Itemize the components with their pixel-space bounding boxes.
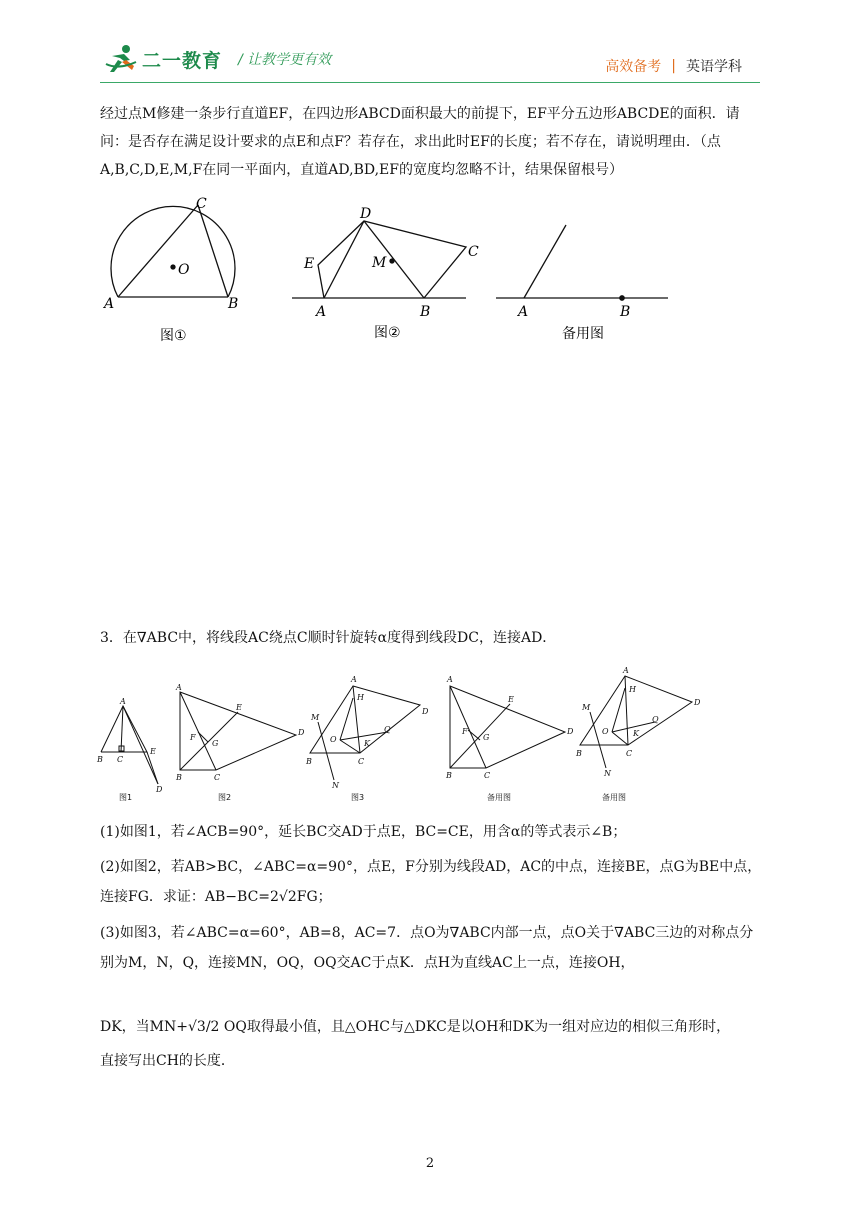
label-O: O	[178, 262, 190, 278]
q3-part-3c: 直接写出CH的长度．	[100, 1053, 235, 1069]
runner-logo-icon	[104, 44, 138, 74]
figure-circle	[111, 205, 235, 297]
q3-label-O: O	[330, 735, 337, 744]
q3-label-B: B	[176, 773, 182, 782]
question-3-figures	[0, 660, 860, 810]
q3-label-Q: Q	[384, 725, 391, 734]
label-B: B	[620, 304, 631, 320]
label-B: B	[228, 296, 239, 312]
problem-2-figures	[0, 190, 860, 350]
q3-label-C: C	[214, 773, 221, 782]
q3-label-K: K	[633, 729, 639, 738]
q3-label-F: F	[190, 733, 196, 742]
label-A: A	[518, 304, 529, 320]
q3-label-N: N	[332, 781, 339, 790]
q3-label-G: G	[483, 733, 490, 742]
q3-label-D: D	[156, 785, 163, 794]
q3-figure-spare-2	[580, 676, 692, 768]
q3-label-G: G	[212, 739, 219, 748]
caption-fig2: 图②	[374, 325, 401, 341]
q3-label-B: B	[446, 771, 452, 780]
q3-label-D: D	[422, 707, 429, 716]
q3-label-D: D	[298, 728, 305, 737]
q3-label-H: H	[357, 693, 364, 702]
q3-label-F: F	[462, 727, 468, 736]
caption-spare: 备用图	[562, 326, 604, 342]
label-M: M	[372, 255, 387, 271]
q3-label-K: K	[364, 739, 370, 748]
q3-part-2: (2)如图2，若AB>BC，∠ABC=α=90°，点E，F分别为线段AD，AC的中点，连接BE，点G为BE中点，连接FG．求证：AB−BC=2√2FG；	[100, 859, 762, 905]
q3-label-B: B	[576, 749, 582, 758]
q3-label-H: H	[629, 685, 636, 694]
label-A: A	[316, 304, 327, 320]
page-number: 2	[425, 1156, 435, 1171]
q3-part-1: (1)如图1，若∠ACB=90°，延长BC交AD于点E，BC=CE，用含α的等式表示∠B；	[100, 824, 627, 840]
q3-label-D: D	[567, 727, 574, 736]
q3-label-N: N	[604, 769, 611, 778]
tag-separator: |	[671, 58, 676, 74]
q3-label-A: A	[351, 675, 357, 684]
q3-label-Q: Q	[652, 715, 659, 724]
label-C: C	[196, 196, 207, 212]
q3-label-B: B	[97, 755, 103, 764]
q3-figure-3	[310, 686, 420, 780]
q3-label-D: D	[694, 698, 701, 707]
brand-name: 二一教育	[142, 49, 223, 72]
caption-fig1: 图①	[160, 328, 187, 344]
label-E: E	[304, 256, 315, 272]
q3-figure-1	[101, 706, 158, 784]
label-D: D	[360, 206, 372, 222]
header-tags	[605, 56, 742, 76]
q3-label-C: C	[358, 757, 365, 766]
q3-label-C: C	[117, 755, 124, 764]
page-header	[0, 0, 860, 90]
q3-caption-spare-1: 备用图	[487, 793, 511, 802]
q3-label-M: M	[311, 713, 320, 722]
q3-caption-3: 图3	[351, 793, 365, 802]
tag-exam-prep: 高效备考	[605, 59, 662, 75]
figure-spare	[496, 225, 668, 300]
q3-part-3a: (3)如图3，若∠ABC=α=60°，AB=8，AC=7．点O为∇ABC内部一点，点O关于∇ABC三边的对称点分别为M，N，Q，连接MN，OQ，OQ交AC于点K．点H为直线AC上一点，连接OH，	[100, 925, 754, 971]
q3-label-C: C	[626, 749, 633, 758]
brand-logo	[104, 44, 331, 74]
q3-label-A: A	[447, 675, 453, 684]
q3-label-E: E	[236, 703, 242, 712]
q3-label-A: A	[120, 697, 126, 706]
label-A: A	[104, 296, 115, 312]
q3-label-A: A	[623, 666, 629, 675]
problem-2-text: 经过点M修建一条步行直道EF，在四边形ABCD面积最大的前提下，EF平分五边形ABCDE的面积．请问：是否存在满足设计要求的点E和点F？若存在，求出此时EF的长度；若不存在，请说明理由．（点A,B,C,D,E,M,F在同一平面内，直道AD,BD,EF的宽度均忽略不计，结果保留根号）	[100, 106, 740, 178]
q3-label-C: C	[484, 771, 491, 780]
label-B: B	[420, 304, 431, 320]
q3-caption-spare-2: 备用图	[602, 793, 626, 802]
label-C: C	[468, 244, 479, 260]
header-divider	[100, 82, 760, 83]
q3-caption-2: 图2	[218, 793, 232, 802]
q3-label-E: E	[508, 695, 514, 704]
q3-label-O: O	[602, 727, 609, 736]
q3-caption-1: 图1	[119, 793, 133, 802]
question-3-title: 3．在∇ABC中，将线段AC绕点C顺时针旋转α度得到线段DC，连接AD．	[100, 630, 557, 646]
brand-slogan: / 让教学更有效	[238, 52, 332, 68]
q3-part-3b: DK，当MN+√3/2 OQ取得最小值，且△OHC与△DKC是以OH和DK为一组对应边的相似三角形时，	[100, 1019, 731, 1035]
tag-subject: 英语学科	[686, 59, 742, 75]
q3-label-M: M	[582, 703, 591, 712]
q3-label-A: A	[176, 683, 182, 692]
q3-label-E: E	[150, 747, 156, 756]
q3-label-B: B	[306, 757, 312, 766]
